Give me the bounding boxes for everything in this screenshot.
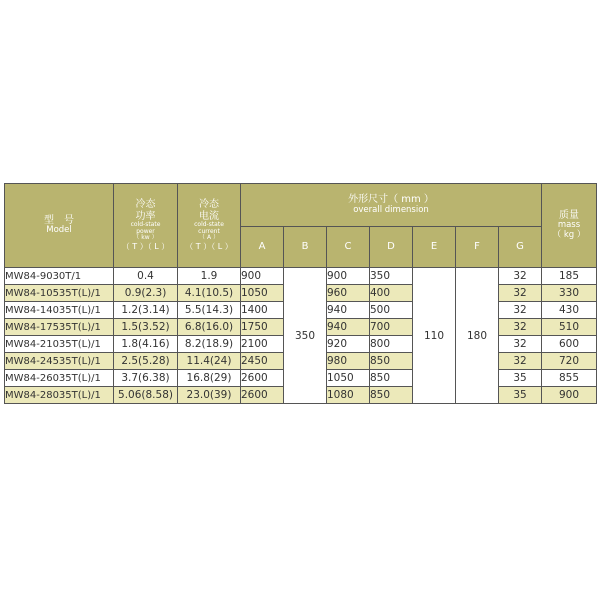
- mass-cell: 430: [542, 302, 597, 319]
- power-cell: 3.7(6.38): [114, 370, 178, 387]
- dim-a-cell: 1050: [241, 285, 284, 302]
- dim-header-a: A: [241, 227, 284, 268]
- model-cell: MW84-21035T(L)/1: [5, 336, 114, 353]
- dim-a-cell: 1400: [241, 302, 284, 319]
- dim-d-cell: 800: [370, 336, 413, 353]
- dim-c-cell: 900: [327, 268, 370, 285]
- current-cell: 16.8(29): [178, 370, 241, 387]
- dim-d-cell: 350: [370, 268, 413, 285]
- model-cell: MW84-24535T(L)/1: [5, 353, 114, 370]
- mass-cell: 855: [542, 370, 597, 387]
- dim-a-cell: 900: [241, 268, 284, 285]
- model-cell: MW84-9030T/1: [5, 268, 114, 285]
- model-cell: MW84-14035T(L)/1: [5, 302, 114, 319]
- power-cell: 0.4: [114, 268, 178, 285]
- dim-g-cell: 32: [499, 302, 542, 319]
- mass-cell: 510: [542, 319, 597, 336]
- dim-g-cell: 35: [499, 387, 542, 404]
- dim-g-cell: 32: [499, 319, 542, 336]
- current-cell: 6.8(16.0): [178, 319, 241, 336]
- dim-c-cell: 960: [327, 285, 370, 302]
- table-row: [5, 268, 597, 285]
- dim-header-d: D: [370, 227, 413, 268]
- dim-g-cell: 32: [499, 285, 542, 302]
- dim-c-cell: 920: [327, 336, 370, 353]
- dim-g-cell: 32: [499, 353, 542, 370]
- model-cell: MW84-28035T(L)/1: [5, 387, 114, 404]
- mass-cell: 900: [542, 387, 597, 404]
- mass-cell: 185: [542, 268, 597, 285]
- power-cell: 5.06(8.58): [114, 387, 178, 404]
- dimension-header: 外形尺寸（ mm ） overall dimension: [241, 184, 542, 227]
- dim-c-cell: 940: [327, 302, 370, 319]
- dim-header-f: F: [456, 227, 499, 268]
- model-header: 型 号 Model: [5, 184, 114, 268]
- dim-g-cell: 32: [499, 268, 542, 285]
- dim-c-cell: 1050: [327, 370, 370, 387]
- dim-d-cell: 850: [370, 370, 413, 387]
- current-header: 冷态 电流 cold-state current （ A ） （ T ）（ L ）: [178, 184, 241, 268]
- power-header: 冷态 功率 cold-state power （ kw ） （ T ）（ L ）: [114, 184, 178, 268]
- dim-a-cell: 2600: [241, 387, 284, 404]
- mass-cell: 600: [542, 336, 597, 353]
- dim-g-cell: 32: [499, 336, 542, 353]
- current-cell: 8.2(18.9): [178, 336, 241, 353]
- power-cell: 2.5(5.28): [114, 353, 178, 370]
- model-cell: MW84-10535T(L)/1: [5, 285, 114, 302]
- current-cell: 1.9: [178, 268, 241, 285]
- model-cell: MW84-26035T(L)/1: [5, 370, 114, 387]
- power-cell: 1.5(3.52): [114, 319, 178, 336]
- dim-f-cell: 180: [456, 268, 499, 404]
- mass-cell: 330: [542, 285, 597, 302]
- dim-d-cell: 400: [370, 285, 413, 302]
- dim-b-cell: 350: [284, 268, 327, 404]
- power-cell: 1.2(3.14): [114, 302, 178, 319]
- dim-header-b: B: [284, 227, 327, 268]
- dim-a-cell: 2100: [241, 336, 284, 353]
- current-cell: 4.1(10.5): [178, 285, 241, 302]
- dim-d-cell: 500: [370, 302, 413, 319]
- dim-c-cell: 980: [327, 353, 370, 370]
- power-cell: 1.8(4.16): [114, 336, 178, 353]
- current-cell: 5.5(14.3): [178, 302, 241, 319]
- dim-g-cell: 35: [499, 370, 542, 387]
- dim-header-e: E: [413, 227, 456, 268]
- dim-d-cell: 850: [370, 353, 413, 370]
- dim-header-c: C: [327, 227, 370, 268]
- dim-e-cell: 110: [413, 268, 456, 404]
- current-cell: 11.4(24): [178, 353, 241, 370]
- dim-a-cell: 2600: [241, 370, 284, 387]
- dim-c-cell: 1080: [327, 387, 370, 404]
- dim-d-cell: 850: [370, 387, 413, 404]
- dim-header-g: G: [499, 227, 542, 268]
- spec-table: [4, 183, 597, 404]
- mass-header: 质量 mass （ kg ）: [542, 184, 597, 268]
- dim-c-cell: 940: [327, 319, 370, 336]
- mass-cell: 720: [542, 353, 597, 370]
- model-cell: MW84-17535T(L)/1: [5, 319, 114, 336]
- current-cell: 23.0(39): [178, 387, 241, 404]
- dim-d-cell: 700: [370, 319, 413, 336]
- dim-a-cell: 2450: [241, 353, 284, 370]
- power-cell: 0.9(2.3): [114, 285, 178, 302]
- dim-a-cell: 1750: [241, 319, 284, 336]
